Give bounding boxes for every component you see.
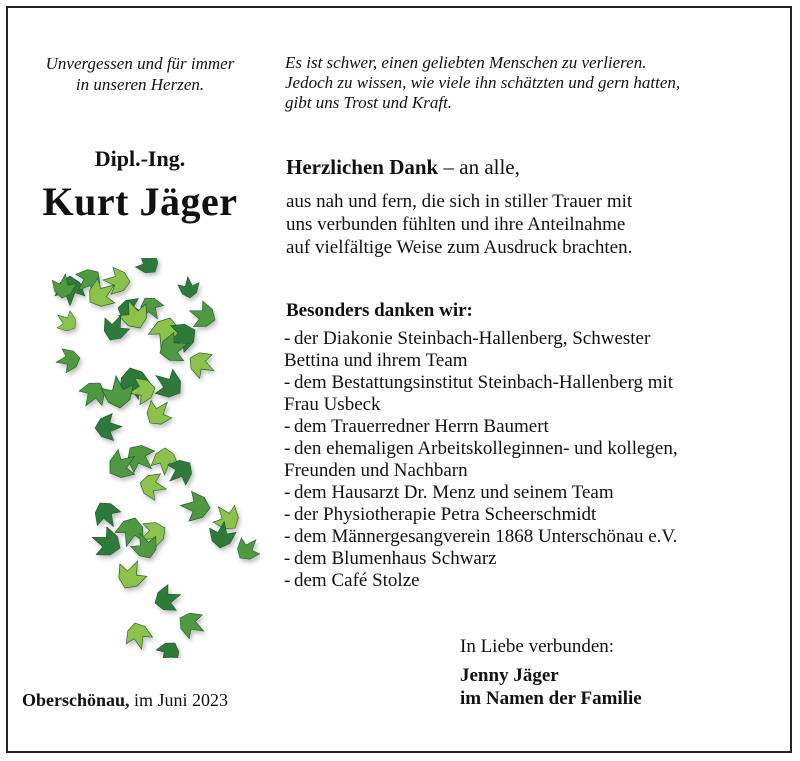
closing-line: In Liebe verbunden: — [460, 636, 615, 657]
ivy-leaf — [151, 582, 185, 616]
ivy-leaf — [51, 306, 81, 336]
thanks-heading-bold: Herzlichen Dank — [286, 155, 439, 179]
list-item: - der Physiotherapie Petra Scheerschmidt — [284, 504, 597, 525]
quote-line: Es ist schwer, einen geliebten Menschen zu verlieren. — [285, 53, 647, 72]
signature — [460, 664, 642, 710]
ivy-leaf — [179, 491, 211, 523]
ivy-leaf — [152, 636, 186, 658]
quote-line: in unseren Herzen. — [75, 75, 205, 94]
place: Oberschönau, — [22, 690, 130, 710]
special-thanks-list — [284, 328, 784, 592]
list-item: - der Diakonie Steinbach-Hallenberg, Schwester Bettina und ihrem Team — [284, 328, 651, 371]
thanks-text — [286, 190, 766, 259]
quote-line: gibt uns Trost und Kraft. — [285, 93, 453, 112]
list-item: - dem Bestattungsinstitut Steinbach-Hallenberg mit Frau Usbeck — [284, 372, 674, 415]
ivy-leaf — [151, 448, 178, 475]
thanks-line: auf vielfältige Weise zum Ausdruck brachten. — [286, 237, 633, 258]
deceased-name: Kurt Jäger — [42, 179, 238, 224]
ivy-leaf — [122, 620, 155, 653]
thanks-line: aus nah und fern, die sich in stiller Trauer mit — [286, 191, 633, 212]
thanks-heading — [286, 155, 520, 180]
list-item: - dem Trauerredner Herrn Baumert — [284, 416, 549, 437]
thanks-line: uns verbunden fühlten und ihre Anteilnahme — [286, 214, 626, 235]
ivy-leaf — [112, 555, 151, 594]
date: im Juni 2023 — [129, 690, 229, 710]
ivy-leaf — [231, 532, 260, 566]
ivy-leaf — [184, 346, 221, 383]
memorial-quote-left — [24, 53, 256, 95]
ivy-leaf — [177, 275, 201, 299]
signature-name: Jenny Jäger — [460, 665, 559, 686]
ivy-leaf — [94, 413, 122, 441]
ivy-leaf — [147, 364, 188, 405]
special-thanks-heading: Besonders danken wir: — [286, 300, 473, 321]
list-item: - den ehemaligen Arbeitskolleginnen- und kollegen, Freunden und Nachbarn — [284, 438, 678, 481]
quote-line: Unvergessen und für immer — [45, 54, 235, 73]
memorial-quote-right — [285, 53, 785, 113]
ivy-leaf — [173, 606, 210, 643]
thanks-heading-suffix: – an alle, — [438, 155, 520, 179]
ivy-vine-image — [40, 258, 260, 658]
place-date — [22, 690, 228, 711]
list-item: - dem Blumenhaus Schwarz — [284, 548, 497, 569]
quote-line: Jedoch zu wissen, wie viele ihn schätzten und gern hatten, — [285, 73, 681, 92]
list-item: - dem Männergesangverein 1868 Unterschönau e.V. — [284, 526, 678, 547]
signature-family: im Namen der Familie — [460, 688, 642, 709]
ivy-leaf — [130, 258, 164, 280]
list-item: - dem Café Stolze — [284, 570, 420, 591]
ivy-leaf — [54, 346, 82, 374]
academic-title: Dipl.-Ing. — [94, 146, 186, 171]
list-item: - dem Hausarzt Dr. Menz und seinem Team — [284, 482, 614, 503]
